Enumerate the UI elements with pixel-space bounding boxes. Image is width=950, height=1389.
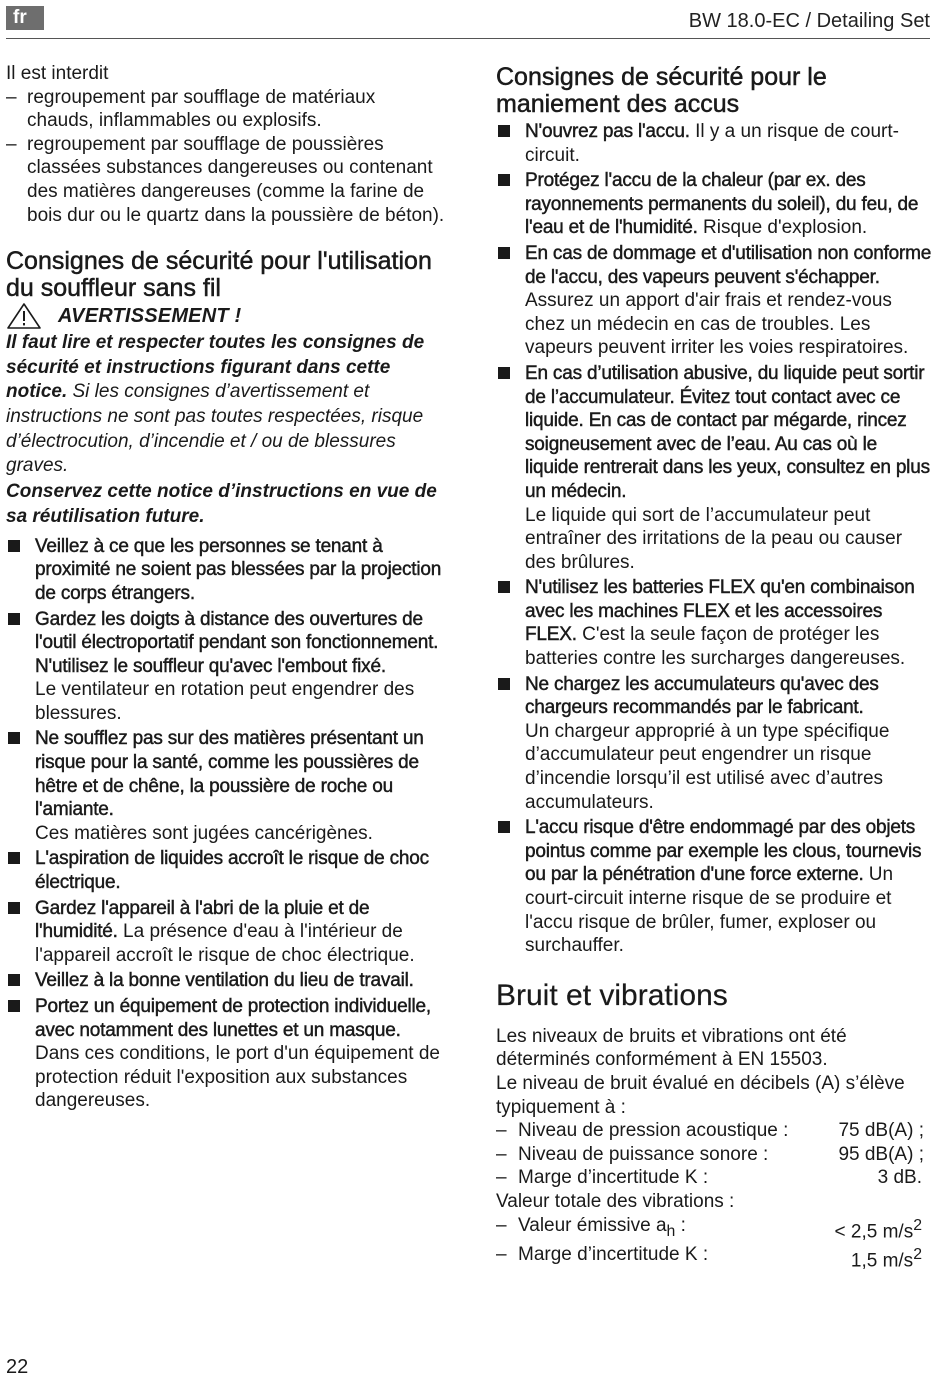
bullet-square-icon	[498, 678, 510, 690]
list-item-text: Ces matières sont jugées cancérigènes.	[35, 822, 373, 844]
list-item-bold: N'ouvrez pas l'accu.	[525, 121, 690, 142]
spec-label: Niveau de puissance sonore :	[518, 1143, 769, 1165]
noise-level-intro: Le niveau de bruit évalué en décibels (A) s’élève typiquement à :	[496, 1072, 905, 1118]
noise-intro: Les niveaux de bruits et vibrations ont été déterminés conformément à EN 15503.	[496, 1025, 847, 1071]
list-item-bold: L'accu risque d'être endommagé par des objets pointus comme par exemple les clous, tournevis ou par la pénétration d'une force externe.	[525, 817, 922, 886]
page-number: 22	[6, 1356, 29, 1378]
section-heading-blower: Consignes de sécurité pour l'utilisation du souffleur sans fil	[6, 247, 432, 303]
list-item-text: Risque d'explosion.	[697, 217, 868, 239]
list-item-bold: Veillez à la bonne ventilation du lieu de travail.	[35, 970, 414, 992]
forbidden-list	[6, 86, 446, 228]
warning-text: Si les consignes d’avertissement et instructions ne sont pas toutes respectées, risque d’électrocution, d’incendie et / ou de blessures graves.	[6, 381, 424, 477]
bullet-square-icon	[498, 581, 510, 593]
spec-row	[496, 1166, 932, 1190]
spec-superscript: 2	[913, 1245, 922, 1263]
list-item-text: Dans ces conditions, le port d'un équipement de protection réduit l'exposition aux substances dangereuses.	[35, 1043, 440, 1112]
spec-subscript: h	[666, 1222, 676, 1240]
vibration-spec-list	[496, 1214, 932, 1272]
list-item-bold: Gardez l'appareil à l'abri de la pluie et de l'humidité.	[35, 897, 370, 943]
bullet-square-icon	[498, 367, 510, 379]
spec-label: Marge d’incertitude K :	[518, 1243, 709, 1265]
list-item-bold: En cas de dommage et d'utilisation non conforme de l'accu, des vapeurs peuvent s'échapper.	[525, 242, 932, 288]
list-item	[496, 242, 932, 360]
document-title: BW 18.0-EC / Detailing Set	[688, 10, 930, 32]
spec-value: < 2,5 m/s	[834, 1220, 914, 1242]
list-item-bold: Ne soufflez pas sur des matières présentant un risque pour la santé, comme les poussières de hêtre et de chêne, la poussière de roche ou l'amiante.	[35, 728, 424, 821]
bullet-square-icon	[8, 732, 20, 744]
list-item	[6, 995, 446, 1113]
list-item	[496, 673, 932, 815]
list-item	[496, 816, 932, 958]
bullet-square-icon	[498, 821, 510, 833]
spec-superscript: 2	[913, 1216, 922, 1234]
bullet-square-icon	[498, 174, 510, 186]
list-item-bold: En cas d’utilisation abusive, du liquide peut sortir de l’accumulateur. Évitez tout contact avec ce liquide. En cas de contact par mégarde, rincez soigneusement avec de l’eau. Au cas où le liquide rentrerait dans les yeux, consultez en plus un médecin.	[525, 362, 930, 502]
warning-paragraph	[6, 331, 446, 479]
list-item-bold: Protégez l'accu de la chaleur (par ex. des rayonnements permanents du soleil), du feu, de l'eau et de l'humidité.	[525, 170, 919, 239]
list-item-bold: Veillez à ce que les personnes se tenant à proximité ne soient pas blessées par la projection de corps étrangers.	[35, 535, 442, 604]
list-item-text: La présence d'eau à l'intérieur de l'appareil accroît le risque de choc électrique.	[35, 921, 415, 966]
forbidden-item: – regroupement par soufflage de poussières classées substances dangereuses ou contenant des matières dangereuses (comme la farine de bois dur ou le quartz dans la poussière de béton).	[6, 133, 446, 227]
spec-row	[496, 1119, 932, 1143]
section-heading-battery: Consignes de sécurité pour le maniement des accus	[496, 63, 827, 118]
bullet-square-icon	[498, 247, 510, 259]
list-item-text: Le ventilateur en rotation peut engendrer des blessures.	[35, 679, 415, 724]
bullet-square-icon	[8, 852, 20, 864]
list-item	[496, 169, 932, 240]
right-column	[496, 63, 932, 1272]
list-item-bold: Portez un équipement de protection individuelle, avec notamment des lunettes et un masque.	[35, 996, 431, 1041]
list-item-text: Assurez un apport d'air frais et rendez-vous chez un médecin en cas de troubles. Les vapeurs peuvent irriter les voies respiratoires.	[525, 290, 909, 359]
section-heading-noise: Bruit et vibrations	[496, 978, 728, 1012]
bullet-square-icon	[8, 613, 20, 625]
list-item	[6, 727, 446, 845]
left-column	[6, 62, 446, 1113]
noise-spec-list	[496, 1119, 932, 1190]
spec-row	[496, 1243, 932, 1272]
warning-title: AVERTISSEMENT !	[58, 305, 242, 328]
spec-label: Valeur émissive a	[518, 1214, 667, 1236]
vibration-intro: Valeur totale des vibrations :	[496, 1190, 735, 1212]
warning-triangle-icon	[6, 302, 42, 330]
list-item	[496, 362, 932, 574]
battery-safety-list	[496, 120, 932, 958]
list-item	[6, 897, 446, 968]
bullet-square-icon	[8, 1000, 20, 1012]
spec-value: 75 dB(A) ;	[838, 1120, 924, 1142]
spec-row	[496, 1143, 932, 1167]
spec-label: Niveau de pression acoustique :	[518, 1120, 789, 1142]
bullet-square-icon	[8, 540, 20, 552]
list-item-text: C'est la seule façon de protéger les batteries contre les surcharges dangereuses.	[525, 624, 906, 670]
bullet-square-icon	[498, 125, 510, 137]
spec-label-end: :	[675, 1214, 686, 1236]
spec-value: 95 dB(A) ;	[838, 1143, 924, 1165]
warning-bold-text: Il faut lire et respecter toutes les consignes de sécurité et instructions figurant dans cette notice.	[6, 332, 425, 403]
list-item-text: Un chargeur approprié à un type spécifique d’accumulateur peut engendrer un risque d’incendie lorsqu’il est utilisé avec d’autres accumulateurs.	[525, 720, 890, 813]
bullet-square-icon	[8, 902, 20, 914]
spec-value: 3 dB.	[877, 1167, 922, 1189]
list-item-bold: N'utilisez les batteries FLEX qu'en combinaison avec les machines FLEX et les accessoires FLEX.	[525, 577, 915, 646]
list-item	[6, 969, 446, 993]
language-badge: fr	[6, 6, 44, 30]
list-item	[496, 576, 932, 670]
blower-safety-list	[6, 535, 446, 1113]
list-item-bold: Gardez les doigts à distance des ouvertures de l'outil électroportatif pendant son fonctionnement. N'utilisez le souffleur qu'avec l'embout fixé.	[35, 608, 439, 677]
list-item-text: Un court-circuit interne risque de se produire et l'accu risque de brûler, fumer, exploser ou surchauffer.	[525, 864, 894, 957]
list-item-text: Il y a un risque de court-circuit.	[525, 121, 899, 166]
list-item	[6, 608, 446, 726]
spec-label: Marge d’incertitude K :	[518, 1167, 709, 1189]
list-item	[6, 847, 446, 894]
spec-row	[496, 1214, 932, 1243]
list-item-text: Le liquide qui sort de l’accumulateur peut entraîner des irritations de la peau ou causer des brûlures.	[525, 504, 903, 573]
list-item	[6, 535, 446, 606]
keep-notice: Conservez cette notice d’instructions en vue de sa réutilisation future.	[6, 480, 437, 527]
list-item	[496, 120, 932, 167]
forbidden-intro: Il est interdit	[6, 63, 109, 84]
list-item-bold: L'aspiration de liquides accroît le risque de choc électrique.	[35, 848, 429, 894]
spec-value: 1,5 m/s	[850, 1250, 914, 1272]
list-item-bold: Ne chargez les accumulateurs qu'avec des chargeurs recommandés par le fabricant.	[525, 673, 879, 719]
bullet-square-icon	[8, 974, 20, 986]
forbidden-item: – regroupement par soufflage de matériaux chauds, inflammables ou explosifs.	[6, 86, 446, 133]
header-divider	[6, 38, 930, 39]
warning-header	[6, 304, 446, 330]
